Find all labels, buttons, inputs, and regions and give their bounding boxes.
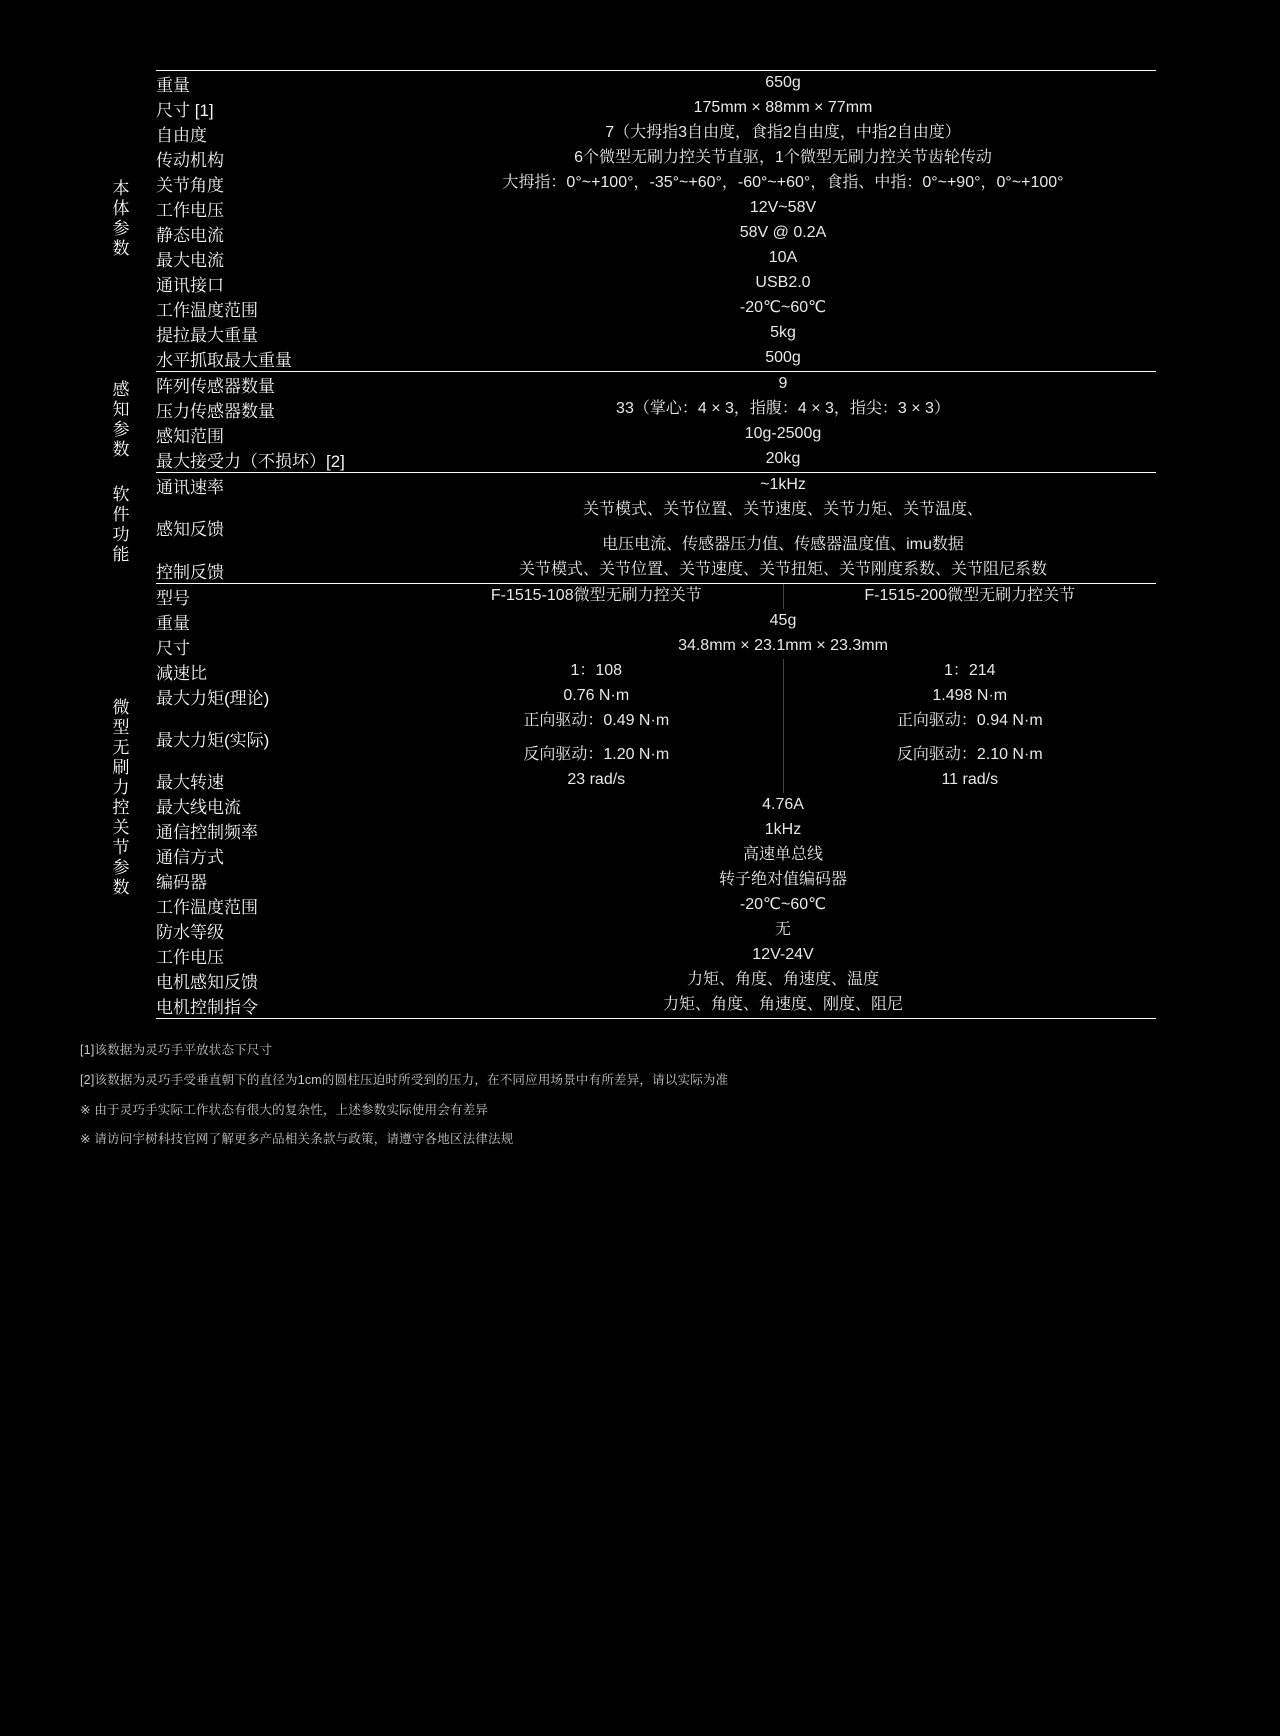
- table-row: [80, 793, 1156, 818]
- row-value: 34.8mm × 23.1mm × 23.3mm: [678, 636, 888, 654]
- row-value-variant-a: 23 rad/s: [410, 768, 783, 793]
- table-row: [80, 422, 1156, 447]
- table-row: [80, 818, 1156, 843]
- row-value-line: 电压电流、传感器压力值、传感器温度值、imu数据: [602, 535, 964, 553]
- row-value: 9: [778, 375, 788, 393]
- table-row: [80, 71, 1156, 97]
- table-row: [80, 843, 1156, 868]
- row-label: 最大力矩(理论): [156, 688, 270, 708]
- footnote-2: [2]该数据为灵巧手受垂直朝下的直径为1cm的圆柱压迫时所受到的压力，在不同应用场景中有所差异，请以实际为准: [80, 1072, 729, 1087]
- footnote-1: [1]该数据为灵巧手平放状态下尺寸: [80, 1043, 273, 1058]
- table-row: [80, 634, 1156, 659]
- row-label: 最大线电流: [156, 798, 241, 818]
- table-row: [80, 473, 1156, 499]
- table-row: [80, 709, 1156, 769]
- row-label: 水平抓取最大重量: [156, 346, 410, 372]
- row-label: 最大电流: [156, 251, 224, 270]
- row-label: 感知范围: [156, 427, 224, 446]
- table-row: [80, 271, 1156, 296]
- table-row: [80, 659, 1156, 684]
- row-value-line: 反向驱动：2.10 N·m: [896, 746, 1043, 764]
- row-value: 650g: [410, 71, 1156, 97]
- table-row: [80, 609, 1156, 634]
- row-value-variant-a: 1：108: [410, 659, 783, 684]
- table-row: [80, 146, 1156, 171]
- row-label: 自由度: [156, 126, 207, 145]
- row-value-line: 反向驱动：1.20 N·m: [523, 746, 670, 764]
- row-label: 关节角度: [156, 176, 224, 195]
- row-value-line: 正向驱动：0.49 N·m: [523, 711, 670, 729]
- row-value: 关节模式、关节位置、关节速度、关节扭矩、关节刚度系数、关节阻尼系数: [410, 558, 1156, 584]
- table-row: [80, 171, 1156, 196]
- table-row: [80, 768, 1156, 793]
- row-label: 静态电流: [156, 226, 224, 245]
- row-value-line: 正向驱动：0.94 N·m: [896, 711, 1043, 729]
- table-row: [80, 868, 1156, 893]
- row-label: 减速比: [156, 663, 207, 683]
- row-value: 转子绝对值编码器: [718, 871, 847, 889]
- row-label: 通讯速率: [156, 478, 224, 497]
- row-value: [410, 498, 1156, 558]
- table-row: [80, 968, 1156, 993]
- table-row: [80, 96, 1156, 121]
- table-row: [80, 196, 1156, 221]
- row-label: 型号: [156, 588, 190, 608]
- specification-table: [80, 70, 1156, 1019]
- row-value: 500g: [410, 346, 1156, 372]
- row-value-variant-b: F-1515-200微型无刷力控关节: [864, 586, 1076, 604]
- row-value: 33（掌心：4 × 3，指腹：4 × 3，指尖：3 × 3）: [616, 400, 950, 418]
- row-value: 175mm × 88mm × 77mm: [693, 99, 873, 117]
- row-label: 最大力矩(实际): [156, 730, 270, 750]
- row-value-variant-a: [410, 709, 783, 769]
- row-label: 工作电压: [156, 948, 224, 968]
- row-label: 电机控制指令: [156, 993, 410, 1019]
- row-label: 防水等级: [156, 923, 224, 943]
- table-row: [80, 221, 1156, 246]
- row-label: 提拉最大重量: [156, 326, 258, 345]
- row-value: -20℃~60℃: [739, 299, 827, 317]
- row-value: 无: [774, 921, 791, 939]
- row-value: 高速单总线: [742, 846, 823, 864]
- table-row: [80, 246, 1156, 271]
- row-value: 1kHz: [764, 821, 802, 839]
- row-value: USB2.0: [755, 274, 811, 292]
- row-value: 45g: [769, 611, 797, 629]
- row-label: 感知反馈: [156, 520, 224, 540]
- row-label: 重量: [156, 613, 190, 633]
- table-row: [80, 121, 1156, 146]
- row-value: ~1kHz: [760, 476, 806, 494]
- row-value: 20kg: [410, 447, 1156, 473]
- row-label: 工作温度范围: [156, 301, 258, 320]
- table-row: [80, 346, 1156, 372]
- row-label: 通信控制频率: [156, 823, 258, 843]
- row-value-line: 关节模式、关节位置、关节速度、关节力矩、关节温度、: [582, 501, 983, 518]
- row-value-variant-a: 0.76 N·m: [410, 684, 783, 709]
- row-value: 力矩、角度、角速度、刚度、阻尼: [410, 993, 1156, 1019]
- row-value: 大拇指：0°~+100°，-35°~+60°，-60°~+60°，食指、中指：0°~+90°，0°~+100°: [502, 174, 1064, 192]
- group-label-sensing: 感知参数: [109, 379, 129, 460]
- group-label-joint: 微型无刷力控关节参数: [109, 698, 129, 899]
- row-label: 工作电压: [156, 201, 224, 220]
- row-label: 重量: [156, 71, 410, 97]
- row-label: 工作温度范围: [156, 898, 258, 918]
- table-row: [80, 943, 1156, 968]
- row-label: 阵列传感器数量: [156, 377, 275, 396]
- row-label: 传动机构: [156, 151, 224, 170]
- table-row: [80, 321, 1156, 346]
- row-value: 10g-2500g: [744, 425, 822, 443]
- row-value: 力矩、角度、角速度、温度: [686, 971, 879, 989]
- table-row: [80, 447, 1156, 473]
- row-label: 尺寸 [1]: [156, 101, 214, 120]
- group-label-software: 软件功能: [109, 485, 129, 566]
- footnotes: [80, 1041, 1200, 1149]
- table-row: [80, 993, 1156, 1019]
- row-label: 通信方式: [156, 848, 224, 868]
- row-label: 尺寸: [156, 638, 190, 658]
- footnote-4: ※ 请访问宇树科技官网了解更多产品相关条款与政策，请遵守各地区法律法规: [80, 1132, 514, 1147]
- row-value: 12V~58V: [749, 199, 817, 217]
- table-row: [80, 372, 1156, 398]
- row-value: 6个微型无刷力控关节直驱，1个微型无刷力控关节齿轮传动: [574, 149, 992, 167]
- group-label-body: 本体参数: [109, 178, 129, 259]
- row-value: 10A: [768, 249, 798, 267]
- row-value-variant-b: 1.498 N·m: [932, 686, 1008, 704]
- row-label: 最大接受力（不损坏）[2]: [156, 447, 410, 473]
- row-value: 7（大拇指3自由度，食指2自由度，中指2自由度）: [605, 124, 961, 142]
- row-label: 电机感知反馈: [156, 973, 258, 993]
- row-label: 控制反馈: [156, 558, 410, 584]
- row-label: 编码器: [156, 873, 207, 893]
- table-row: [80, 918, 1156, 943]
- row-value-variant-b: 11 rad/s: [941, 771, 999, 789]
- table-row: [80, 558, 1156, 584]
- row-value: 12V-24V: [752, 946, 814, 964]
- row-value: -20℃~60℃: [739, 896, 827, 914]
- row-value: 5kg: [770, 324, 796, 342]
- table-row: [80, 498, 1156, 558]
- row-value-variant-b: [783, 709, 1156, 769]
- table-row: [80, 893, 1156, 918]
- table-row: [80, 583, 1156, 609]
- table-row: [80, 397, 1156, 422]
- row-value-variant-a: F-1515-108微型无刷力控关节: [410, 583, 783, 609]
- table-row: [80, 296, 1156, 321]
- row-value-variant-b: 1：214: [943, 661, 996, 679]
- table-row: [80, 684, 1156, 709]
- row-value: 4.76A: [762, 796, 804, 814]
- row-label: 压力传感器数量: [156, 402, 275, 421]
- row-value: 58V @ 0.2A: [739, 224, 827, 242]
- row-label: 最大转速: [156, 773, 224, 793]
- row-label: 通讯接口: [156, 276, 224, 295]
- footnote-3: ※ 由于灵巧手实际工作状态有很大的复杂性，上述参数实际使用会有差异: [80, 1102, 489, 1117]
